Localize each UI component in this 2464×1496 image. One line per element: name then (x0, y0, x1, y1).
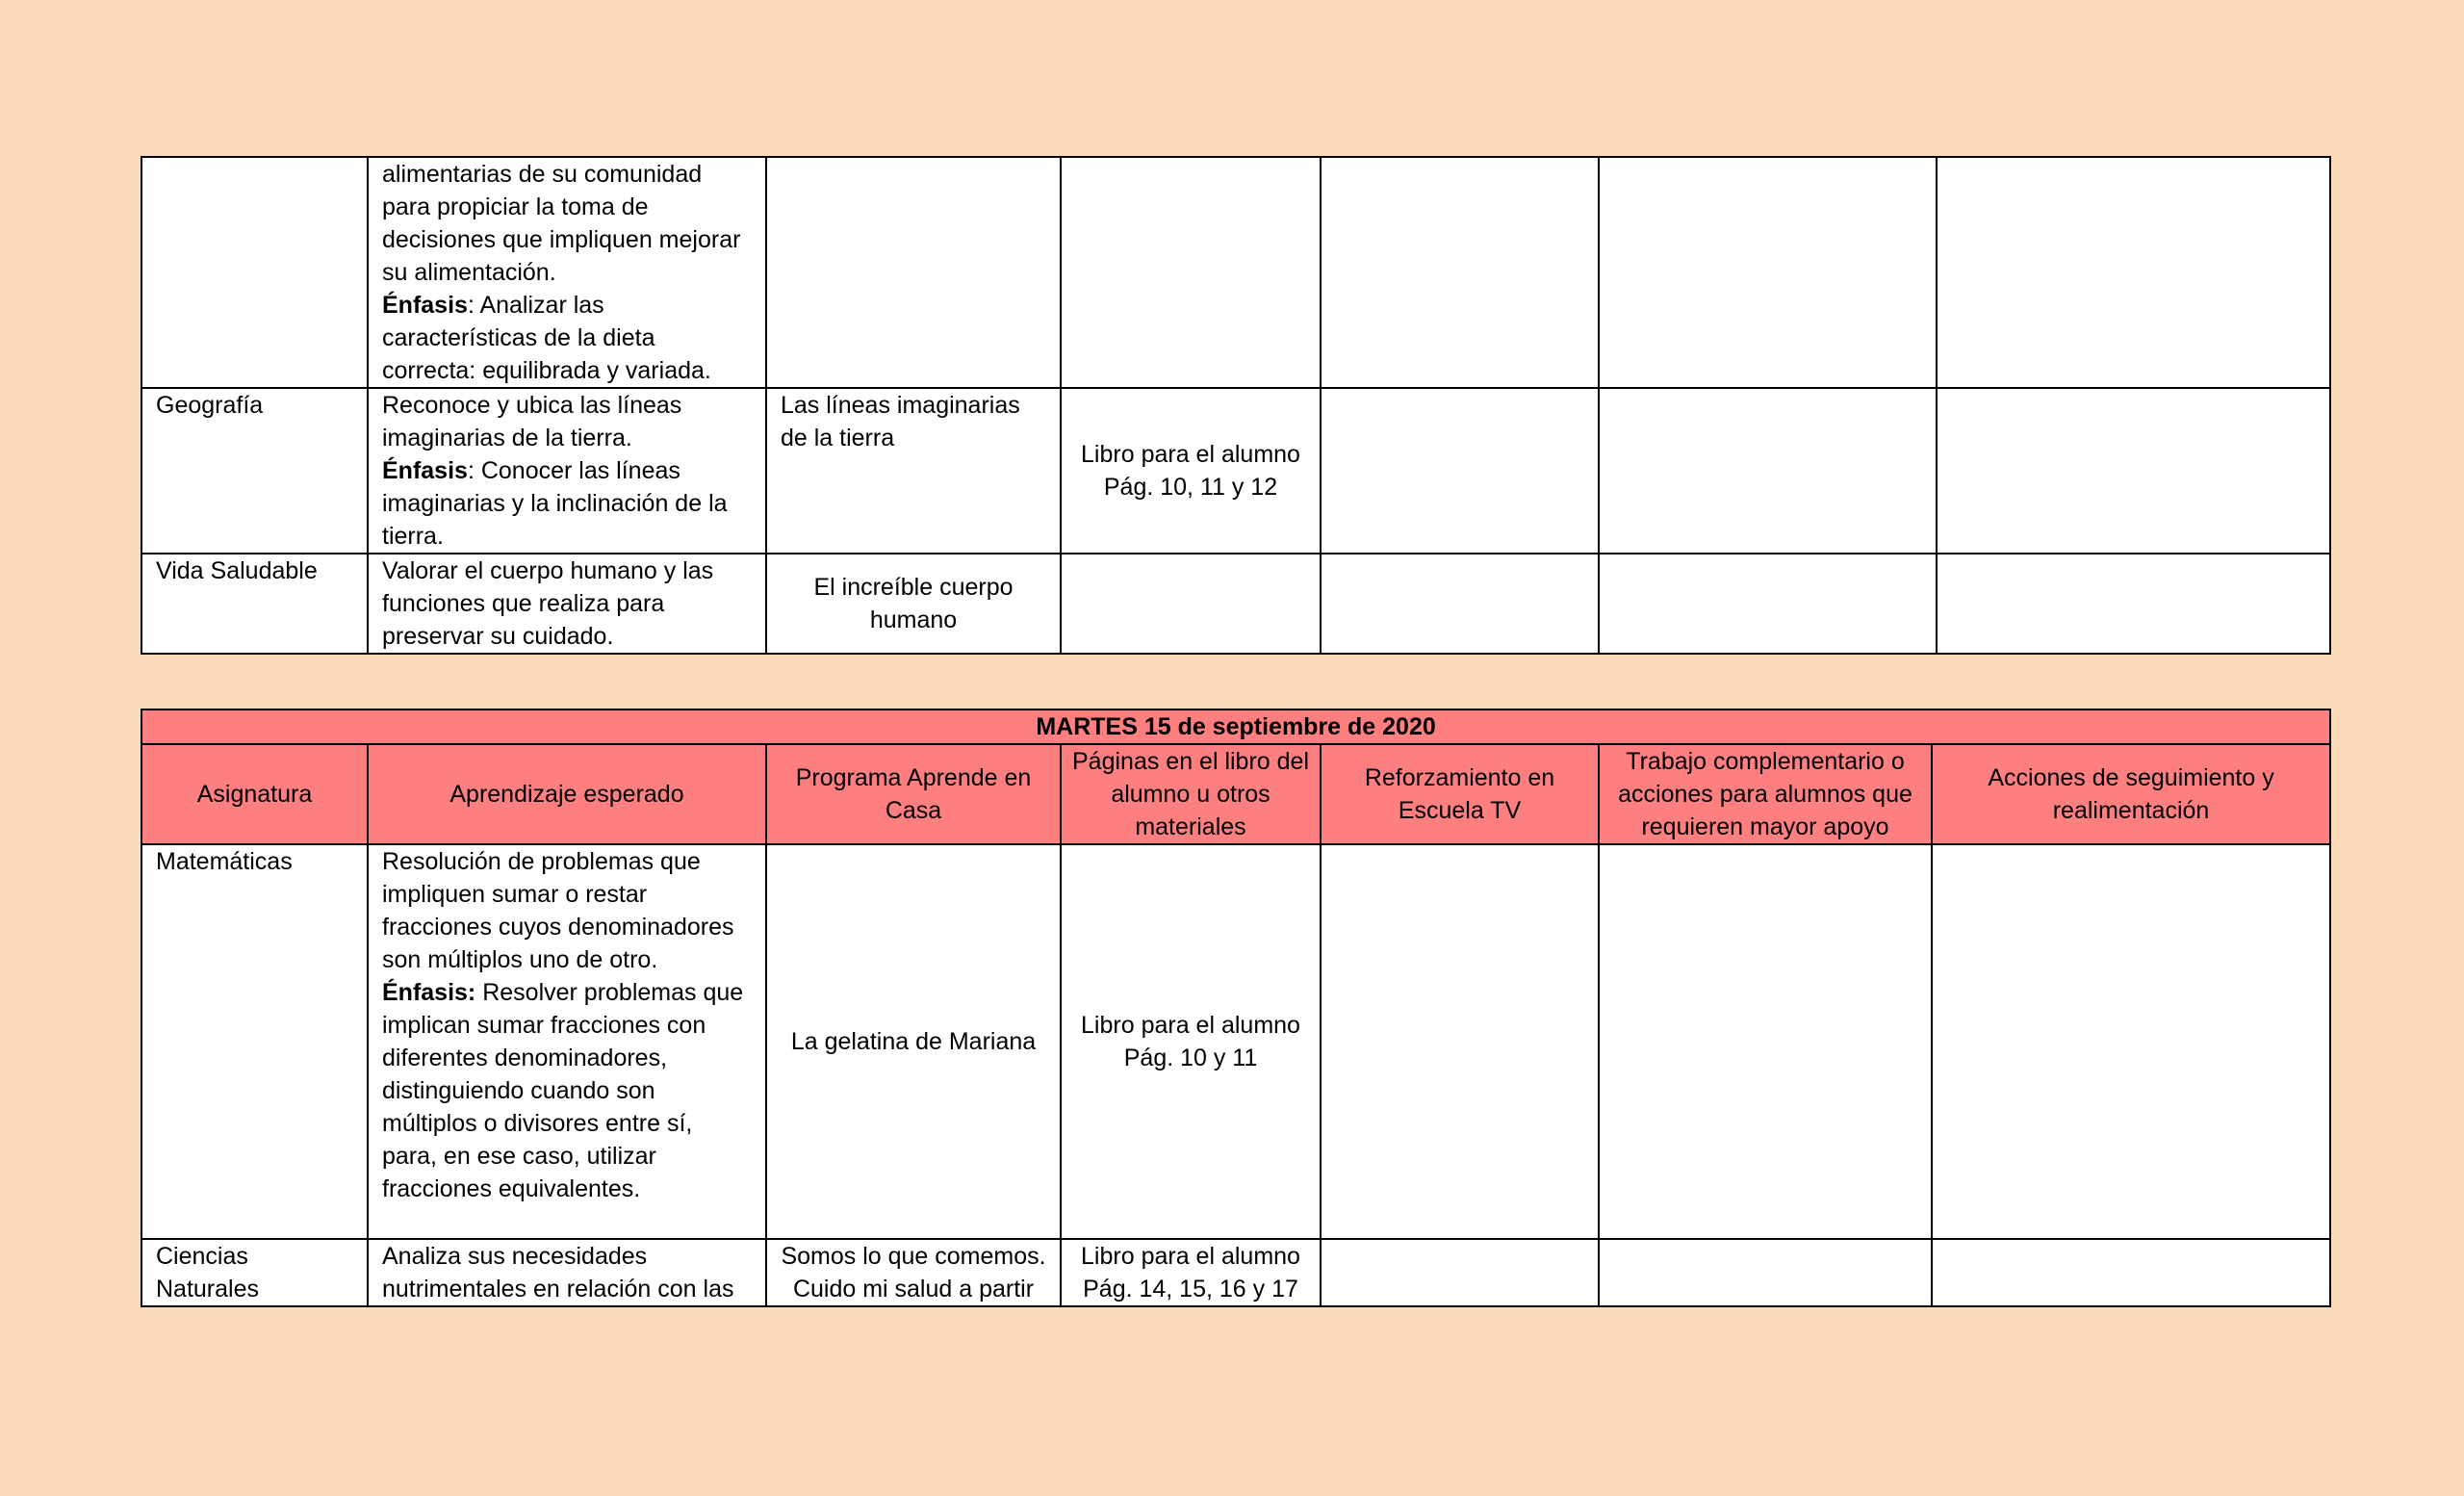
header-pages: Páginas en el libro del alumno u otros materiales (1061, 744, 1321, 844)
schedule-table-tuesday (141, 709, 2331, 1307)
learning-text: su alimentación. (382, 259, 556, 286)
emphasis-text: : Conocer las líneas imaginarias y la inclinación de la tierra. (382, 457, 728, 550)
followup-cell (1937, 157, 2330, 388)
learning-cell: Analiza sus necesidades nutrimentales en relación con las (368, 1239, 766, 1306)
followup-cell (1937, 388, 2330, 554)
subject-cell: Geografía (141, 388, 368, 554)
support-cell (1599, 157, 1937, 388)
learning-text: alimentarias de su comunidad (382, 161, 703, 188)
header-tv: Reforzamiento en Escuela TV (1321, 744, 1599, 844)
table-row (141, 554, 2330, 654)
table-row (141, 388, 2330, 554)
table-header-row (141, 744, 2330, 844)
emphasis-label: Énfasis (382, 292, 468, 319)
support-cell (1599, 554, 1937, 654)
learning-cell: Valorar el cuerpo humano y las funciones que realiza para preservar su cuidado. (368, 554, 766, 654)
program-cell: El increíble cuerpo humano (766, 554, 1061, 654)
learning-text: Reconoce y ubica las líneas (382, 392, 682, 419)
learning-text: para propiciar la toma de (382, 193, 649, 220)
learning-cell (368, 157, 766, 388)
header-followup: Acciones de seguimiento y realimentación (1932, 744, 2330, 844)
emphasis-label: Énfasis (382, 457, 468, 484)
program-cell: Las líneas imaginarias de la tierra (766, 388, 1061, 554)
table-caption-row (141, 709, 2330, 744)
header-subject: Asignatura (141, 744, 368, 844)
learning-cell (368, 844, 766, 1239)
program-cell: Somos lo que comemos. Cuido mi salud a partir (766, 1239, 1061, 1306)
tv-cell (1321, 157, 1599, 388)
pages-cell (1061, 157, 1321, 388)
subject-cell: Ciencias Naturales (141, 1239, 368, 1306)
subject-cell: Vida Saludable (141, 554, 368, 654)
learning-cell (368, 388, 766, 554)
pages-cell: Libro para el alumno Pág. 10 y 11 (1061, 844, 1321, 1239)
emphasis-text: : Analizar las características de la dieta correcta: equilibrada y variada. (382, 292, 711, 384)
tv-cell (1321, 554, 1599, 654)
pages-cell (1061, 554, 1321, 654)
table-row (141, 1239, 2330, 1306)
day-title: MARTES 15 de septiembre de 2020 (141, 709, 2330, 744)
tv-cell (1321, 388, 1599, 554)
learning-text: imaginarias de la tierra. (382, 425, 632, 451)
table-row (141, 844, 2330, 1239)
header-support: Trabajo complementario o acciones para alumnos que requieren mayor apoyo (1599, 744, 1932, 844)
tv-cell (1321, 1239, 1599, 1306)
pages-cell: Libro para el alumno Pág. 10, 11 y 12 (1061, 388, 1321, 554)
support-cell (1599, 388, 1937, 554)
subject-cell (141, 157, 368, 388)
followup-cell (1932, 844, 2330, 1239)
emphasis-text: Resolver problemas que implican sumar fracciones con diferentes denominadores, distinguiendo cuando son múltiplos o divisores entre sí, para, en ese caso, utilizar fracciones equivalentes. (382, 979, 744, 1202)
program-cell: La gelatina de Mariana (766, 844, 1061, 1239)
emphasis-label: Énfasis: (382, 979, 476, 1006)
schedule-table-continued (141, 156, 2331, 655)
support-cell (1599, 1239, 1932, 1306)
support-cell (1599, 844, 1932, 1239)
program-cell (766, 157, 1061, 388)
subject-cell: Matemáticas (141, 844, 368, 1239)
header-learning: Aprendizaje esperado (368, 744, 766, 844)
followup-cell (1937, 554, 2330, 654)
header-program: Programa Aprende en Casa (766, 744, 1061, 844)
pages-cell: Libro para el alumno Pág. 14, 15, 16 y 17 (1061, 1239, 1321, 1306)
learning-text: decisiones que impliquen mejorar (382, 226, 741, 253)
followup-cell (1932, 1239, 2330, 1306)
tv-cell (1321, 844, 1599, 1239)
table-row (141, 157, 2330, 388)
learning-text: Resolución de problemas que impliquen sumar o restar fracciones cuyos denominadores son múltiplos uno de otro. (382, 848, 734, 973)
